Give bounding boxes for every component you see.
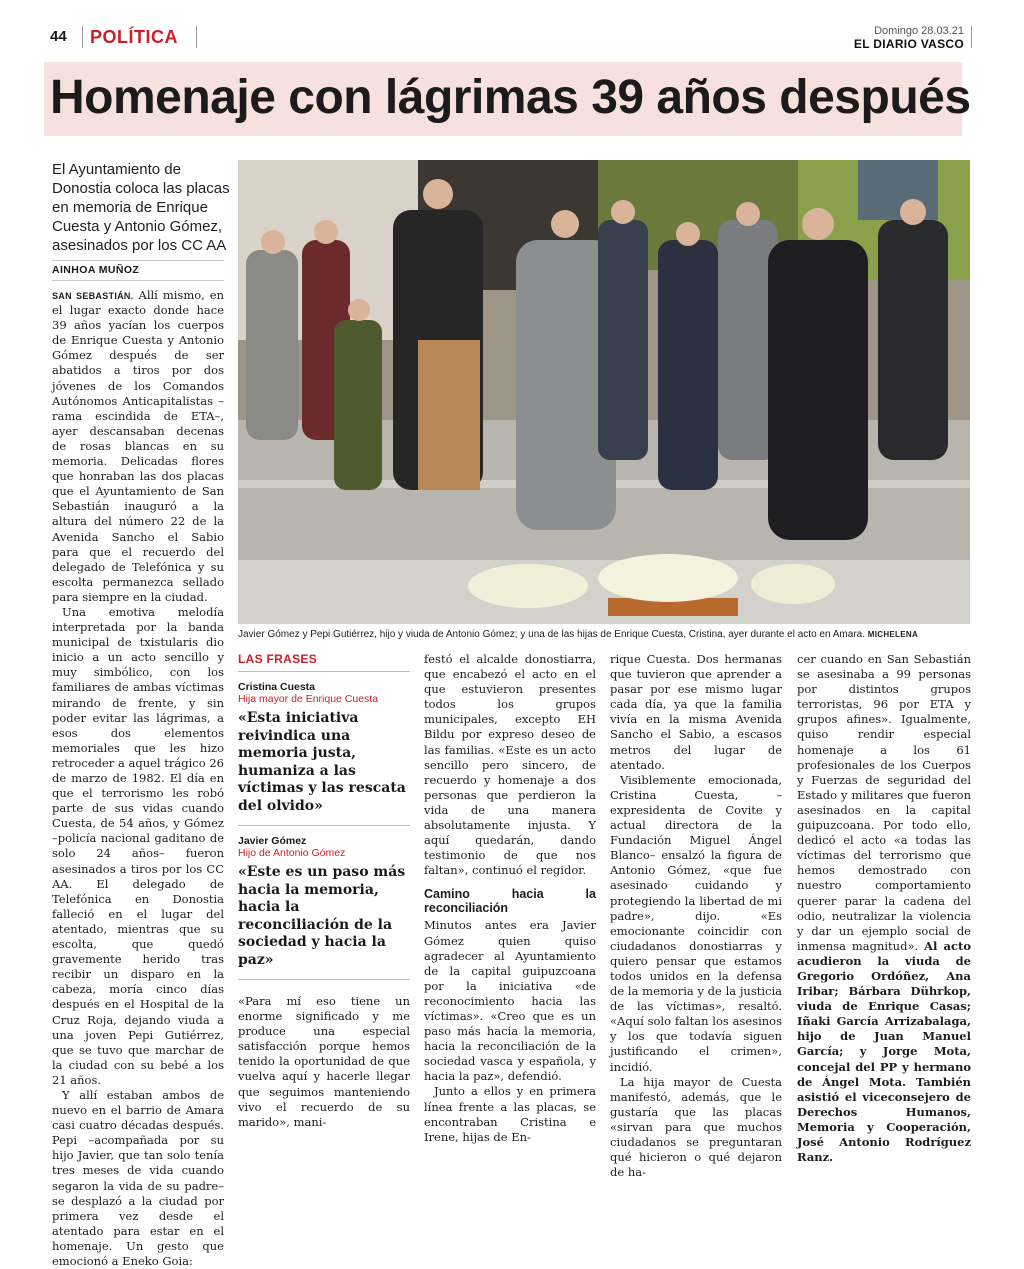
paragraph: Visiblemente emocionada, Cristina Cuesta, –expresidenta de Covite y actual directora de la Fundación Miguel Ángel Blanco– ensalzó la figura de Antonio Gómez, «que fue asesinado cuidando y protegiendo la libertad de mi padre», dijo. «Es emocionante coincidir con ciudadanos donostiarras y quiero pensar que estamos todos unidos en la defensa de la memoria y de la justicia de las víctimas», resaltó. «Aquí solo faltan los asesinos y los que todavía siguen justificando el crimen», incidió.: [610, 772, 782, 1074]
newspaper-name: EL DIARIO VASCO: [853, 37, 964, 51]
quote-author: Cristina Cuesta: [238, 681, 316, 693]
photo-caption: [238, 629, 978, 640]
quote-author-role: Hija mayor de Enrique Cuesta: [238, 693, 379, 705]
page-header: [0, 0, 1024, 58]
article-column-5: [797, 652, 971, 1165]
byline-rule: [52, 280, 224, 281]
byline-rule: [52, 260, 224, 261]
paragraph-text: cer cuando en San Sebastián se asesinaba a 99 personas por distintos grupos terroristas, 96 por ETA y grupos afines». Igualmente, quiso rendir especial homenaje a los 61 profesionales de los Cuerpos y Fuerzas de seguridad del Estado y militares que fueron asesinados en la capital guipuzcoana. Por todo ello, dedicó el acto «a todas las víctimas del terrorismo que hemos demostrado con nuestro comportamiento querer parar la cadena del odio, neutralizar la violencia y dar un ejemplo social de inmensa magnitud».: [797, 652, 971, 953]
quote-author: Javier Gómez: [238, 835, 307, 847]
paragraph: Junto a ellos y en primera línea frente a las placas, se encontraban Cristina e Irene, hijas de En-: [424, 1084, 596, 1144]
article-column-2-text: «Para mí eso tiene un enorme significado y me produce una especial satisfacción porque hemos tenido la oportunidad de que vuelva aquí y hacerle llegar que seguimos manteniendo vivo el recuerdo de su marido», mani-: [238, 994, 410, 1129]
header-divider: [82, 26, 83, 48]
header-divider: [971, 26, 972, 48]
quote-block: [238, 681, 410, 826]
paragraph: Una emotiva melodía interpretada por la banda municipal de txistularis dio inicio a un acto sencillo y muy simbólico, con los familiares de ambas víctimas mirando de frente, y sin poder evitar las lágrimas, a esos dos elementos memoriales que les hizo retroceder a aquel trágico 26 de marzo de 1982. El día en que el terrorismo les robó parte de sus vidas cuando Cuesta, de 54 años, y Gómez –policía nacional gaditano de solo 24 años– fueron asesinados a tiros por los CC AA. El delegado de Telefónica en Donostia falleció en el lugar del atentado, mientras que su escolta, que quedó gravemente herido tras recibir un disparo en la cabeza, moría cinco días después en el Hospital de la Cruz Roja, dejando viuda a una joven Pepi Gutiérrez, que se tuvo que marchar de la ciudad con su bebé a los 21 años.: [52, 604, 224, 1087]
photo-credit: MICHELENA: [867, 630, 919, 639]
paragraph-text: Allí mismo, en el lugar exacto donde hace 39 años yacían los cuerpos de Enrique Cuesta y Antonio Gómez después de ser abatidos a tiros por dos jóvenes de los Comandos Autónomos Anticapitalistas –rama escindida de ETA–, ayer descansaban decenas de rosas blancas en su memoria. Delicadas flores que honraban las dos placas que el Ayuntamiento de San Sebastián inauguró a la altura del número 22 de la Avenida Sancho el Sabio para que el recuerdo del delegado de Telefónica y su escolta permanezca sellado para siempre en la ciudad.: [52, 288, 224, 604]
quotes-sidebar: [238, 652, 410, 1129]
quote-block: [238, 835, 410, 980]
attendees-text: Al acto acudieron la viuda de Gregorio Ordóñez, Ana Iribar; Bárbara Dührkop, viuda de Enrique Casas; Iñaki García Arrizabalaga, hijo de Juan Manuel García; y Jorge Mota, concejal del PP y hermano de Ángel Mota. También asistió el viceconsejero de Derechos Humanos, Memoria y Cooperación, José Antonio Rodríguez Ranz.: [797, 938, 971, 1165]
paragraph: [52, 288, 224, 605]
photo-illustration: [238, 160, 970, 624]
article-photo: [238, 160, 970, 624]
paragraph: Y allí estaban ambos de nuevo en el barrio de Amara casi cuatro décadas después. Pepi –acompañada por su hijo Javier, que tan solo tenía tres meses de vida cuando segaron la vida de su padre– se desplazó a la ciudad por primera vez desde el atentado para estar en el homenaje. Un gesto que emocionó a Eneko Goia:: [52, 1087, 224, 1268]
paragraph: La hija mayor de Cuesta manifestó, además, que le gustaría que las placas «sirvan para que muchos ciudadanos se preguntaran qué hicieron o qué dejaron de ha-: [610, 1074, 782, 1180]
article-column-4: [610, 652, 782, 1180]
paragraph: Minutos antes era Javier Gómez quien quiso agradecer al Ayuntamiento de la capital guipuzcoana por la iniciativa «de reconocimiento hacia las víctimas». «Creo que es un paso más hacia la memoria, hacia la reconciliación de la sociedad vasca y española, y hacia la paz», defendió.: [424, 918, 596, 1084]
quote-text: «Este es un paso más hacia la memoria, hacia la reconciliación de la sociedad y hacia la paz»: [238, 864, 406, 968]
quote-author-role: Hijo de Antonio Gómez: [238, 847, 346, 859]
quotes-title: LAS FRASES: [238, 652, 410, 672]
paragraph: [797, 652, 971, 1165]
subheading: Camino hacia la reconciliación: [424, 887, 596, 916]
issue-date: Domingo 28.03.21: [874, 25, 964, 37]
lead-in: SAN SEBASTIÁN.: [52, 291, 134, 301]
deck: El Ayuntamiento de Donostia coloca las placas en memoria de Enrique Cuesta y Antonio Gómez, asesinados por los CC AA: [52, 161, 230, 254]
quote-text: «Esta iniciativa reivindica una memoria justa, humaniza a las víctimas y las rescata del olvido»: [238, 710, 406, 814]
paragraph: festó el alcalde donostiarra, que encabezó el acto en el que estuvieron presentes todos los grupos municipales, excepto EH Bildu por expreso deseo de las familias. «Este es un acto sencillo pero sincero, de recuerdo y homenaje a dos personas que perdieron la vida de una manera absolutamente injusta. Y aquí quedarán, dando testimonio de que nos faltan», continuó el regidor.: [424, 652, 596, 878]
headline: Homenaje con lágrimas 39 años después: [50, 71, 971, 124]
page-number: 44: [50, 28, 67, 45]
section-name: POLÍTICA: [90, 27, 178, 47]
byline: AINHOA MUÑOZ: [52, 264, 140, 276]
article-column-1: [52, 288, 224, 1268]
header-divider: [196, 26, 197, 48]
caption-text: Javier Gómez y Pepi Gutiérrez, hijo y viuda de Antonio Gómez; y una de las hijas de Enrique Cuesta, Cristina, ayer durante el acto en Amara.: [238, 629, 865, 640]
paragraph: rique Cuesta. Dos hermanas que tuvieron que aprender a pasar por ese mismo lugar cada día, ya que la familia vivía en la misma Avenida Sancho el Sabio, a escasos metros del lugar de atentado.: [610, 652, 782, 772]
article-column-3: [424, 652, 596, 1144]
